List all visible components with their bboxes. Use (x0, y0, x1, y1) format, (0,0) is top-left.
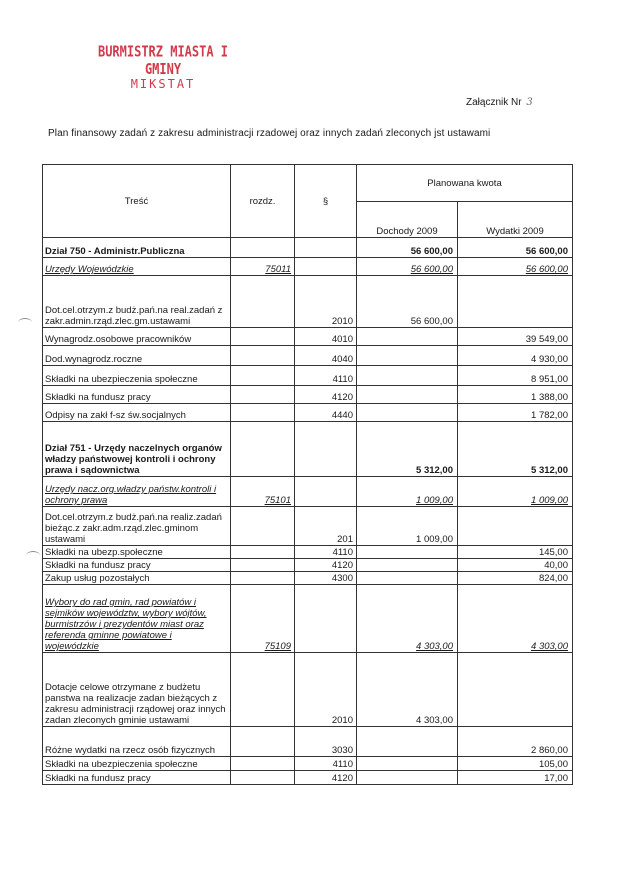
cell-dochody (357, 727, 458, 757)
cell-paragraf: 4110 (295, 546, 357, 559)
cell-rozdz (231, 559, 295, 572)
cell-wydatki: 40,00 (458, 559, 573, 572)
table-row (43, 328, 573, 346)
cell-wydatki: 17,00 (458, 771, 573, 785)
header-dochody: Dochody 2009 (357, 202, 458, 238)
cell-dochody: 56 600,00 (357, 276, 458, 328)
cell-dochody: 1 009,00 (357, 507, 458, 546)
cell-rozdz (231, 238, 295, 258)
cell-dochody: 1 009,00 (357, 477, 458, 507)
cell-dochody (357, 366, 458, 386)
cell-paragraf: 4110 (295, 757, 357, 771)
cell-wydatki: 8 951,00 (458, 366, 573, 386)
annex-number: 3 (526, 97, 533, 108)
cell-tresc: Wybory do rad gmin, rad powiatów i sejmików województw, wybory wójtów, burmistrzów i prezydentów miast oraz referenda gminne powiatowe i wojewódzkie (43, 585, 231, 653)
cell-rozdz (231, 727, 295, 757)
table-row (43, 346, 573, 366)
cell-tresc: Różne wydatki na rzecz osób fizycznych (43, 727, 231, 757)
cell-tresc: Wynagrodz.osobowe pracowników (43, 328, 231, 346)
cell-rozdz (231, 757, 295, 771)
table-row (43, 572, 573, 585)
table-row (43, 546, 573, 559)
table-row (43, 727, 573, 757)
cell-rozdz (231, 404, 295, 422)
cell-paragraf: 4120 (295, 771, 357, 785)
cell-paragraf: 4110 (295, 366, 357, 386)
annex-label (466, 97, 533, 108)
cell-rozdz (231, 572, 295, 585)
cell-paragraf: 4040 (295, 346, 357, 366)
header-wydatki: Wydatki 2009 (458, 202, 573, 238)
cell-wydatki: 105,00 (458, 757, 573, 771)
table-row (43, 404, 573, 422)
cell-paragraf: 2010 (295, 653, 357, 727)
cell-wydatki: 145,00 (458, 546, 573, 559)
cell-tresc: Składki na fundusz pracy (43, 386, 231, 404)
cell-rozdz (231, 771, 295, 785)
table-row (43, 653, 573, 727)
cell-wydatki: 2 860,00 (458, 727, 573, 757)
cell-rozdz (231, 346, 295, 366)
cell-tresc: Dot.cel.otrzym.z budż.pań.na realiz.zadań bieżąc.z zakr.adm.rząd.zlec.gminom ustawami (43, 507, 231, 546)
cell-paragraf (295, 422, 357, 477)
cell-dochody: 4 303,00 (357, 585, 458, 653)
cell-paragraf: 4440 (295, 404, 357, 422)
cell-tresc: Dotacje celowe otrzymane z budżetu panstwa na realizacje zadan bieżących z zakresu administracji rządowej oraz innych zadan zleconych gminie ustawami (43, 653, 231, 727)
header-rozdz: rozdz. (231, 165, 295, 238)
cell-dochody: 56 600,00 (357, 258, 458, 276)
cell-paragraf: 4120 (295, 386, 357, 404)
table-row (43, 507, 573, 546)
cell-tresc: Dział 751 - Urzędy naczelnych organów władzy państwowej kontroli i ochrony prawa i sądownictwa (43, 422, 231, 477)
cell-paragraf (295, 258, 357, 276)
cell-rozdz (231, 507, 295, 546)
annex-text: Załącznik Nr (466, 97, 522, 108)
cell-rozdz (231, 386, 295, 404)
cell-dochody: 5 312,00 (357, 422, 458, 477)
cell-paragraf: 4120 (295, 559, 357, 572)
cell-rozdz (231, 546, 295, 559)
cell-tresc: Zakup usług pozostałych (43, 572, 231, 585)
cell-rozdz (231, 328, 295, 346)
cell-tresc: Dot.cel.otrzym.z budż.pań.na real.zadań z zakr.admin.rząd.zlec.gm.ustawami (43, 276, 231, 328)
cell-wydatki: 1 782,00 (458, 404, 573, 422)
table-row (43, 585, 573, 653)
table-row (43, 238, 573, 258)
cell-paragraf (295, 238, 357, 258)
cell-dochody (357, 328, 458, 346)
cell-paragraf: 2010 (295, 276, 357, 328)
cell-tresc: Dod.wynagrodz.roczne (43, 346, 231, 366)
cell-wydatki: 1 388,00 (458, 386, 573, 404)
cell-tresc: Składki na fundusz pracy (43, 559, 231, 572)
cell-tresc: Składki na ubezp.społeczne (43, 546, 231, 559)
table-row (43, 386, 573, 404)
cell-paragraf: 201 (295, 507, 357, 546)
table-row (43, 771, 573, 785)
cell-wydatki: 56 600,00 (458, 238, 573, 258)
cell-wydatki: 4 303,00 (458, 585, 573, 653)
table-row (43, 422, 573, 477)
cell-rozdz: 75101 (231, 477, 295, 507)
financial-plan-table (42, 164, 573, 785)
cell-dochody (357, 771, 458, 785)
cell-paragraf: 3030 (295, 727, 357, 757)
margin-pen-mark (18, 318, 32, 327)
cell-dochody (357, 572, 458, 585)
cell-wydatki: 56 600,00 (458, 258, 573, 276)
cell-tresc: Składki na ubezpieczenia społeczne (43, 366, 231, 386)
cell-rozdz: 75011 (231, 258, 295, 276)
cell-wydatki (458, 653, 573, 727)
cell-dochody (357, 386, 458, 404)
cell-dochody (357, 546, 458, 559)
cell-rozdz (231, 276, 295, 328)
header-planowana: Planowana kwota (357, 165, 573, 202)
cell-rozdz (231, 653, 295, 727)
cell-paragraf: 4010 (295, 328, 357, 346)
cell-tresc: Dział 750 - Administr.Publiczna (43, 238, 231, 258)
header-tresc: Treść (43, 165, 231, 238)
table-row (43, 477, 573, 507)
cell-dochody: 4 303,00 (357, 653, 458, 727)
cell-tresc: Składki na ubezpieczenia społeczne (43, 757, 231, 771)
header-paragraf: § (295, 165, 357, 238)
official-stamp (88, 42, 238, 91)
cell-wydatki (458, 507, 573, 546)
table-row (43, 366, 573, 386)
cell-wydatki: 1 009,00 (458, 477, 573, 507)
cell-tresc: Składki na fundusz pracy (43, 771, 231, 785)
cell-wydatki (458, 276, 573, 328)
document-title: Plan finansowy zadań z zakresu administracji rzadowej oraz innych zadań zleconych jst ustawami (48, 128, 491, 139)
stamp-line-1: BURMISTRZ MIASTA I GMINY (97, 42, 229, 78)
table-row (43, 276, 573, 328)
cell-rozdz (231, 366, 295, 386)
cell-dochody (357, 346, 458, 366)
cell-dochody (357, 404, 458, 422)
stamp-line-2: MIKSTAT (130, 77, 196, 91)
margin-pen-mark-2 (26, 551, 40, 560)
cell-tresc: Odpisy na zakł f-sz św.socjalnych (43, 404, 231, 422)
cell-paragraf (295, 585, 357, 653)
cell-tresc: Urzędy nacz.org.władzy państw.kontroli i ochrony prawa (43, 477, 231, 507)
cell-paragraf (295, 477, 357, 507)
cell-wydatki: 4 930,00 (458, 346, 573, 366)
table-row (43, 559, 573, 572)
cell-wydatki: 824,00 (458, 572, 573, 585)
cell-dochody (357, 757, 458, 771)
table-row (43, 258, 573, 276)
cell-rozdz (231, 422, 295, 477)
cell-wydatki: 5 312,00 (458, 422, 573, 477)
table-row (43, 757, 573, 771)
cell-paragraf: 4300 (295, 572, 357, 585)
cell-dochody (357, 559, 458, 572)
cell-rozdz: 75109 (231, 585, 295, 653)
cell-tresc: Urzędy Wojewódzkie (43, 258, 231, 276)
cell-dochody: 56 600,00 (357, 238, 458, 258)
cell-wydatki: 39 549,00 (458, 328, 573, 346)
